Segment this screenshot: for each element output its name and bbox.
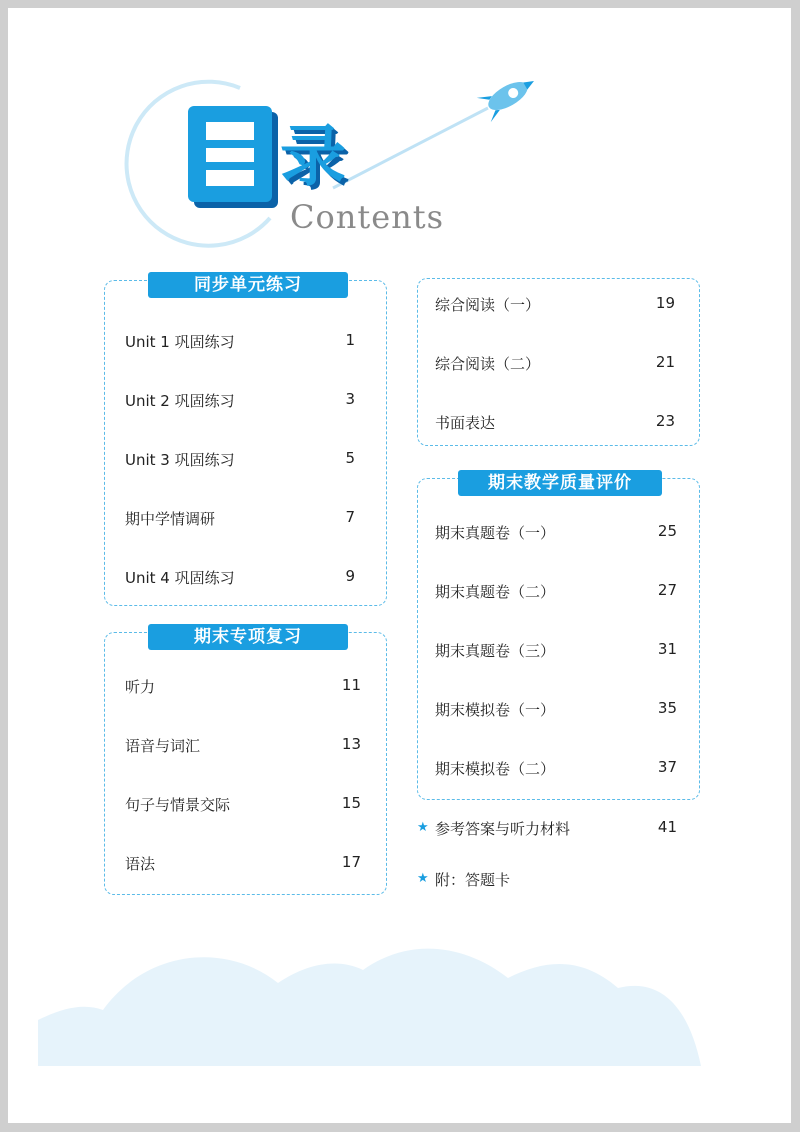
toc-item-answer-sheet[interactable]: 附：答题卡 bbox=[435, 871, 511, 889]
cloud-decoration bbox=[8, 8, 791, 1123]
toc-item-sentences[interactable]: 句子与情景交际 bbox=[125, 796, 231, 814]
toc-page-reading1: 19 bbox=[655, 294, 675, 312]
toc-item-reading2[interactable]: 综合阅读（二） bbox=[435, 355, 541, 373]
toc-page bbox=[8, 8, 791, 1123]
toc-item-final1[interactable]: 期末真题卷（一） bbox=[435, 524, 556, 542]
toc-page-final3: 31 bbox=[657, 640, 677, 658]
toc-page-unit1: 1 bbox=[345, 331, 355, 349]
toc-item-final2[interactable]: 期末真题卷（二） bbox=[435, 583, 556, 601]
toc-page-sentences: 15 bbox=[341, 794, 361, 812]
toc-item-listening[interactable]: 听力 bbox=[125, 678, 156, 696]
star-icon: ★ bbox=[417, 871, 429, 886]
star-icon: ★ bbox=[417, 820, 429, 835]
toc-page-phonics-vocab: 13 bbox=[341, 735, 361, 753]
contents-subtitle: Contents bbox=[290, 198, 445, 236]
toc-item-mock2[interactable]: 期末模拟卷（二） bbox=[435, 760, 556, 778]
toc-item-answers[interactable]: 参考答案与听力材料 bbox=[435, 820, 571, 838]
final-section-heading: 期末教学质量评价 bbox=[458, 470, 662, 496]
toc-item-unit1[interactable]: Unit 1 巩固练习 bbox=[125, 333, 235, 351]
review-section-heading: 期末专项复习 bbox=[148, 624, 348, 650]
toc-page-answers: 41 bbox=[657, 818, 677, 836]
sync-section-heading: 同步单元练习 bbox=[148, 272, 348, 298]
toc-page-midterm: 7 bbox=[345, 508, 355, 526]
toc-item-mock1[interactable]: 期末模拟卷（一） bbox=[435, 701, 556, 719]
toc-page-final2: 27 bbox=[657, 581, 677, 599]
toc-page-writing: 23 bbox=[655, 412, 675, 430]
toc-page-unit2: 3 bbox=[345, 390, 355, 408]
toc-page-reading2: 21 bbox=[655, 353, 675, 371]
toc-item-unit3[interactable]: Unit 3 巩固练习 bbox=[125, 451, 235, 469]
toc-page-mock1: 35 bbox=[657, 699, 677, 717]
toc-page-unit4: 9 bbox=[345, 567, 355, 585]
title-glyph-lu: 录 bbox=[280, 118, 346, 195]
toc-item-grammar[interactable]: 语法 bbox=[125, 855, 156, 873]
toc-item-phonics-vocab[interactable]: 语音与词汇 bbox=[125, 737, 201, 755]
toc-page-listening: 11 bbox=[341, 676, 361, 694]
toc-item-writing[interactable]: 书面表达 bbox=[435, 414, 496, 432]
toc-page-final1: 25 bbox=[657, 522, 677, 540]
toc-item-unit4[interactable]: Unit 4 巩固练习 bbox=[125, 569, 235, 587]
toc-page-grammar: 17 bbox=[341, 853, 361, 871]
toc-page-mock2: 37 bbox=[657, 758, 677, 776]
toc-item-reading1[interactable]: 综合阅读（一） bbox=[435, 296, 541, 314]
toc-page-unit3: 5 bbox=[345, 449, 355, 467]
toc-item-unit2[interactable]: Unit 2 巩固练习 bbox=[125, 392, 235, 410]
toc-item-final3[interactable]: 期末真题卷（三） bbox=[435, 642, 556, 660]
toc-item-midterm[interactable]: 期中学情调研 bbox=[125, 510, 216, 528]
